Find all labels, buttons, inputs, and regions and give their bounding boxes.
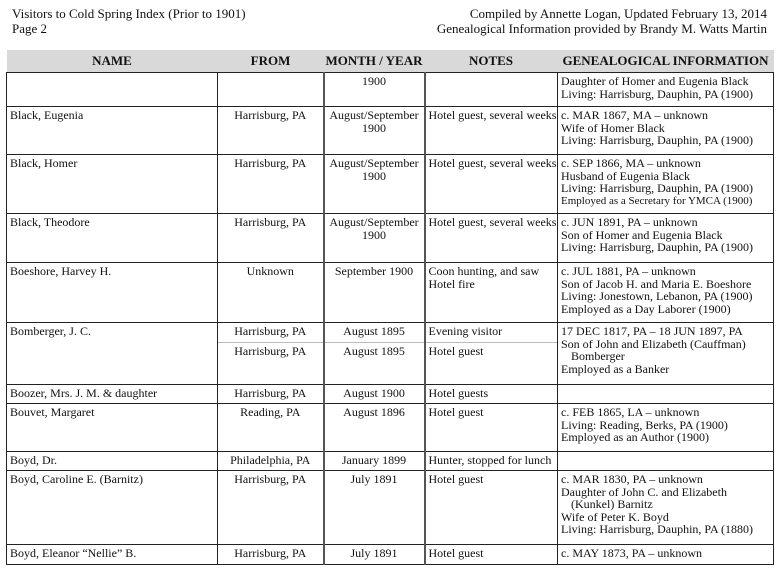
genealogy-cell: c. SEP 1866, MA – unknown Husband of Eugenia Black Living: Harrisburg, Dauphin, PA (1900) Employed as a Secretary for YMCA (1900) [558, 155, 774, 214]
genealogy-cell: c. JUL 1881, PA – unknown Son of Jacob H. and Maria E. Boeshore Living: Jonestown, Lebanon, PA (1900) Employed as a Day Laborer (1900) [558, 263, 774, 323]
visitors-table [6, 50, 774, 565]
notes-cell: Hotel guest, several weeks [425, 155, 558, 214]
month-year-cell: September 1900 [324, 263, 425, 323]
visit-divider [325, 342, 424, 343]
name-cell: Bouvet, Margaret [7, 404, 218, 452]
table-row [7, 323, 774, 385]
document-header-right [437, 7, 767, 36]
month-year-cell: July 1891 [324, 471, 425, 545]
notes-cell: Hunter, stopped for lunch [425, 452, 558, 471]
notes-cell: Hotel guest, several weeks [425, 214, 558, 263]
table-row [7, 385, 774, 404]
table-row [7, 545, 774, 565]
genealogy-cell: c. MAR 1830, PA – unknown Daughter of John C. and Elizabeth (Kunkel) Barnitz Wife of Peter K. Boyd Living: Harrisburg, Dauphin, PA (1880) [558, 471, 774, 545]
name-cell: Boyd, Dr. [7, 452, 218, 471]
name-cell: Black, Theodore [7, 214, 218, 263]
month-year-cell: August 1900 [324, 385, 425, 404]
column-header-notes: NOTES [425, 50, 558, 73]
table-row [7, 404, 774, 452]
from-cell: Harrisburg, PA [218, 155, 324, 214]
month-year-cell: August/September 1900 [324, 155, 425, 214]
compiled-by: Compiled by Annette Logan, Updated February 13, 2014 [469, 6, 767, 21]
from-cell: Reading, PA [218, 404, 324, 452]
notes-cell: Hotel guest [425, 545, 558, 565]
name-cell: Bomberger, J. C. [7, 323, 218, 385]
from-cell: Harrisburg, PA [218, 545, 324, 565]
name-cell [7, 73, 218, 107]
table-row [7, 214, 774, 263]
genealogy-cell: 17 DEC 1817, PA – 18 JUN 1897, PA Son of John and Elizabeth (Cauffman) Bomberger Employed as a Banker [558, 323, 774, 385]
visit-divider [218, 342, 323, 343]
name-cell: Boyd, Eleanor “Nellie” B. [7, 545, 218, 565]
month-year-cell: August/September 1900 [324, 214, 425, 263]
month-year-cell: 1900 [324, 73, 425, 107]
month-year-cell: August/September 1900 [324, 107, 425, 155]
genealogy-cell: c. MAY 1873, PA – unknown [558, 545, 774, 565]
column-header-from: FROM [218, 50, 324, 73]
name-cell: Black, Homer [7, 155, 218, 214]
column-header-month-year: MONTH / YEAR [324, 50, 425, 73]
column-header-genealogical-information: GENEALOGICAL INFORMATION [558, 50, 774, 73]
name-cell: Boeshore, Harvey H. [7, 263, 218, 323]
name-cell: Boozer, Mrs. J. M. & daughter [7, 385, 218, 404]
from-cell: Harrisburg, PA [218, 471, 324, 545]
table-row [7, 263, 774, 323]
table-row [7, 73, 774, 107]
notes-cell: Hotel guest [425, 471, 558, 545]
genealogy-credit: Genealogical Information provided by Brandy M. Watts Martin [436, 20, 767, 36]
month-year-cell: July 1891 [324, 545, 425, 565]
table-row [7, 452, 774, 471]
notes-cell: Evening visitor Hotel guest [425, 323, 558, 385]
name-cell: Boyd, Caroline E. (Barnitz) [7, 471, 218, 545]
notes-cell: Coon hunting, and saw Hotel fire [425, 263, 558, 323]
table-header-row [7, 50, 774, 73]
month-year-cell: August 1895 August 1895 [324, 323, 425, 385]
genealogy-cell: c. MAR 1867, MA – unknown Wife of Homer Black Living: Harrisburg, Dauphin, PA (1900) [558, 107, 774, 155]
genealogy-cell [558, 452, 774, 471]
from-cell: Harrisburg, PA [218, 385, 324, 404]
genealogy-cell: c. FEB 1865, LA – unknown Living: Reading, Berks, PA (1900) Employed as an Author (1900) [558, 404, 774, 452]
from-cell: Unknown [218, 263, 324, 323]
from-cell: Harrisburg, PA Harrisburg, PA [218, 323, 324, 385]
from-cell: Philadelphia, PA [218, 452, 324, 471]
page-number: Page 2 [12, 20, 48, 36]
visit-divider [426, 342, 558, 343]
name-cell: Black, Eugenia [7, 107, 218, 155]
notes-cell [425, 73, 558, 107]
from-cell [218, 73, 324, 107]
notes-cell: Hotel guest, several weeks [425, 107, 558, 155]
from-cell: Harrisburg, PA [218, 214, 324, 263]
from-cell: Harrisburg, PA [218, 107, 324, 155]
genealogy-cell: c. JUN 1891, PA – unknown Son of Homer and Eugenia Black Living: Harrisburg, Dauphin, PA (1900) [558, 214, 774, 263]
document-title: Visitors to Cold Spring Index (Prior to 1901) [12, 6, 246, 21]
genealogy-cell [558, 385, 774, 404]
table-row [7, 107, 774, 155]
notes-cell: Hotel guest [425, 404, 558, 452]
genealogy-cell: Daughter of Homer and Eugenia Black Living: Harrisburg, Dauphin, PA (1900) [558, 73, 774, 107]
column-header-name: NAME [7, 50, 218, 73]
table-row [7, 471, 774, 545]
notes-cell: Hotel guests [425, 385, 558, 404]
month-year-cell: August 1896 [324, 404, 425, 452]
month-year-cell: January 1899 [324, 452, 425, 471]
document-header-left [12, 7, 246, 36]
table-row [7, 155, 774, 214]
